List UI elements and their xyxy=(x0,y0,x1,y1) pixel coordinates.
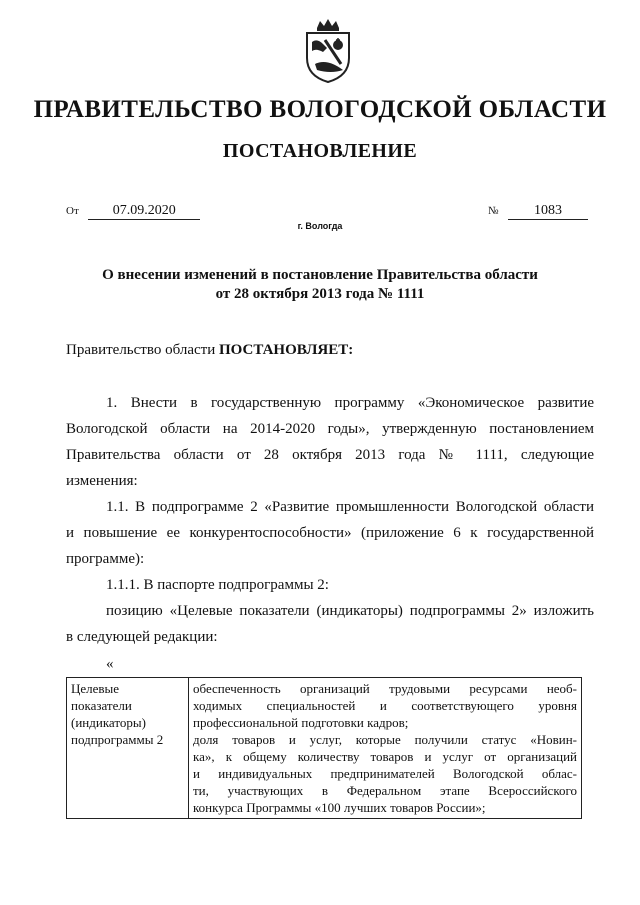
paragraph-3: 1.1.1. В паспорте подпрограммы 2: xyxy=(106,577,329,593)
opening-quote-mark: « xyxy=(106,656,114,672)
paragraph-1-line: Вологодской области на 2014-2020 годы», утвержденную постановлением xyxy=(66,421,594,437)
document-subject xyxy=(0,266,640,304)
paragraph-2-line: 1.1. В подпрограмме 2 «Развитие промышленности Вологодской области xyxy=(106,499,594,515)
paragraph-1-line: изменения: xyxy=(66,473,138,489)
indicator-line: обеспеченность организаций трудовыми ресурсами необ- xyxy=(193,681,577,696)
subject-line-1: О внесении изменений в постановление Правительства области xyxy=(102,267,538,283)
number-line xyxy=(488,203,588,220)
date-line xyxy=(66,203,200,220)
table-row xyxy=(67,678,582,819)
table-cell-indicators xyxy=(189,678,582,819)
paragraph-2-line: и повышение ее конкурентоспособности» (приложение 6 к государственной xyxy=(66,525,594,541)
date-prefix: От xyxy=(66,205,79,217)
indicators-table xyxy=(66,677,582,819)
document-date: 07.09.2020 xyxy=(88,203,200,220)
subject-line-2: от 28 октября 2013 года № 1111 xyxy=(215,286,425,302)
label-line: показатели xyxy=(71,698,132,713)
resolution-intro xyxy=(66,337,353,363)
paragraph-2-line: программе): xyxy=(66,551,145,567)
vologda-coat-of-arms-icon xyxy=(303,18,353,84)
indicator-line: конкурса Программы «100 лучших товаров России»; xyxy=(193,800,486,815)
document-type-title: ПОСТАНОВЛЕНИЕ xyxy=(222,140,418,162)
indicator-line: ходимых специальностей и соответствующего уровня xyxy=(193,698,577,713)
organization-title: ПРАВИТЕЛЬСТВО ВОЛОГОДСКОЙ ОБЛАСТИ xyxy=(33,96,607,123)
label-line: (индикаторы) xyxy=(71,715,146,730)
label-line: подпрограммы 2 xyxy=(71,732,164,747)
paragraph-1-line: Правительства области от 28 октября 2013 года № 1111, следующие xyxy=(66,447,594,463)
indicator-line: профессиональной подготовки кадров; xyxy=(193,715,409,730)
paragraph-4 xyxy=(66,598,594,650)
number-prefix: № xyxy=(488,205,499,217)
paragraph-4-line: в следующей редакции: xyxy=(66,629,218,645)
paragraph-4-line: позицию «Целевые показатели (индикаторы) подпрограммы 2» изложить xyxy=(106,603,594,619)
paragraph-2 xyxy=(66,494,594,572)
indicator-line: доля товаров и услуг, которые получили статус «Новин- xyxy=(193,732,577,747)
intro-resolves: ПОСТАНОВЛЯЕТ: xyxy=(218,342,354,358)
indicator-line: и индивидуальных предпринимателей Вологодской облас- xyxy=(193,766,577,781)
label-line: Целевые xyxy=(71,681,120,696)
intro-text: Правительство области xyxy=(66,342,216,358)
paragraph-1-line: 1. Внести в государственную программу «Экономическое развитие xyxy=(106,395,594,411)
document-number: 1083 xyxy=(508,203,588,220)
paragraph-1 xyxy=(66,390,594,494)
indicator-line: ка», к общему количеству товаров и услуг от организаций xyxy=(193,749,577,764)
city-label: г. Вологда xyxy=(297,221,343,231)
indicator-line: ти, участвующих в Федеральном этапе Всероссийского xyxy=(193,783,577,798)
table-cell-label xyxy=(67,678,189,819)
